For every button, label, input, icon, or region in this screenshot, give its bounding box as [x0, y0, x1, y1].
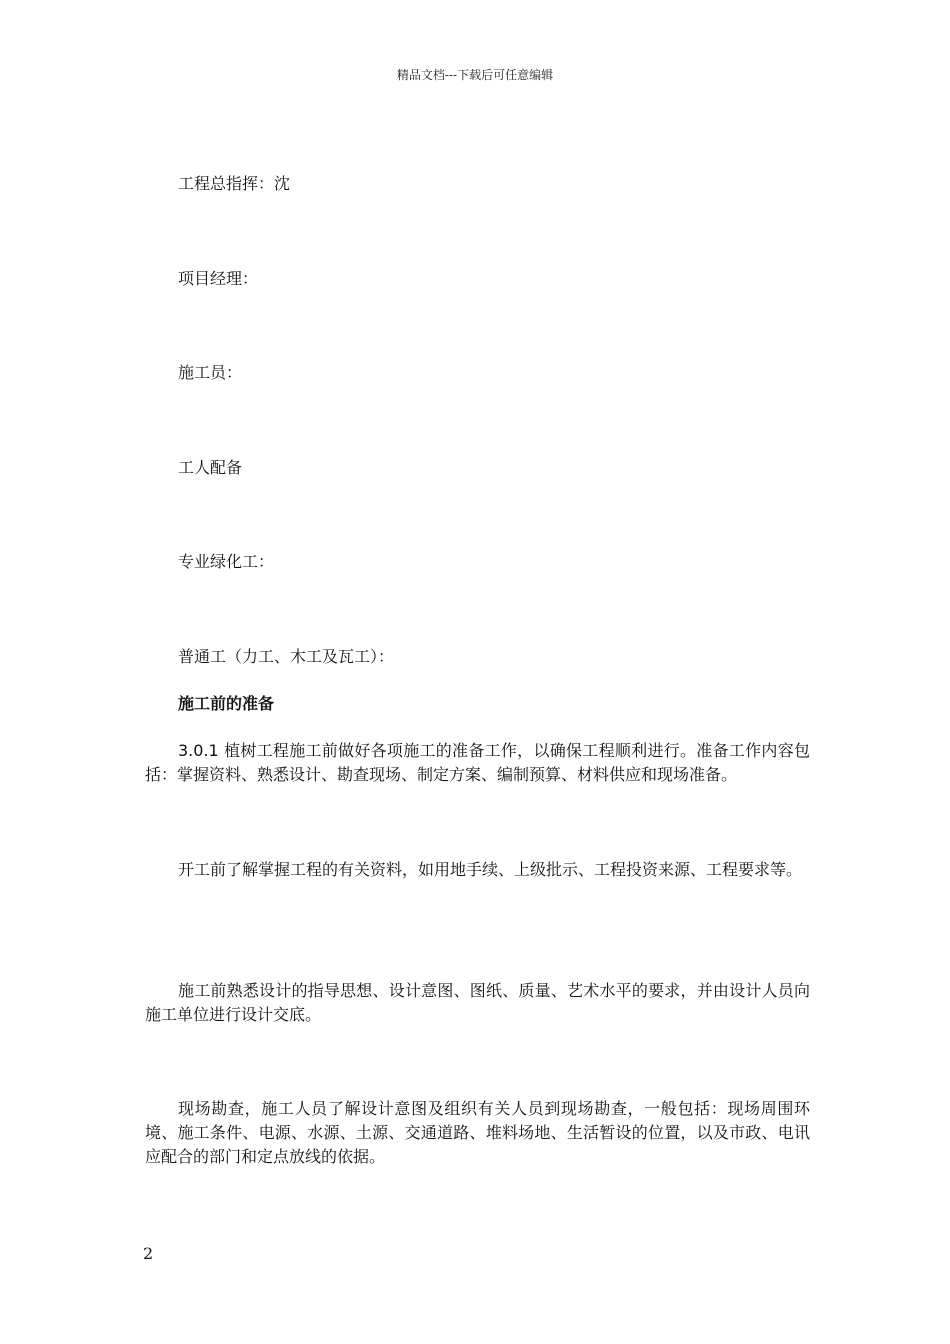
general-workers-line: 普通工（力工、木工及瓦工）： [178, 647, 395, 666]
project-manager-line: 项目经理： [178, 269, 259, 288]
chief-commander-line: 工程总指挥：沈 [178, 174, 291, 193]
workers-line: 工人配备 [178, 458, 243, 477]
page-number: 2 [143, 1244, 154, 1263]
section-title: 施工前的准备 [178, 694, 275, 713]
paragraph-design: 施工前熟悉设计的指导思想、设计意图、图纸、质量、艺术水平的要求，并由设计人员向施工单位进行设计交底。 [145, 981, 810, 1024]
paragraph-site-survey: 现场勘查，施工人员了解设计意图及组织有关人员到现场勘查，一般包括：现场周围环境、施工条件、电源、水源、土源、交通道路、堆料场地、生活暂设的位置，以及市政、电讯应配合的部门和定点放线的依据。 [145, 1099, 810, 1166]
paragraph-preparation: 3.0.1 植树工程施工前做好各项施工的准备工作，以确保工程顺利进行。准备工作内容包括：掌握资料、熟悉设计、勘查现场、制定方案、编制预算、材料供应和现场准备。 [145, 741, 810, 784]
constructor-line: 施工员： [178, 363, 243, 382]
greening-workers-line: 专业绿化工： [178, 552, 275, 571]
page-header: 精品文档---下载后可任意编辑 [396, 68, 554, 82]
paragraph-materials: 开工前了解掌握工程的有关资料，如用地手续、上级批示、工程投资来源、工程要求等。 [178, 860, 803, 879]
